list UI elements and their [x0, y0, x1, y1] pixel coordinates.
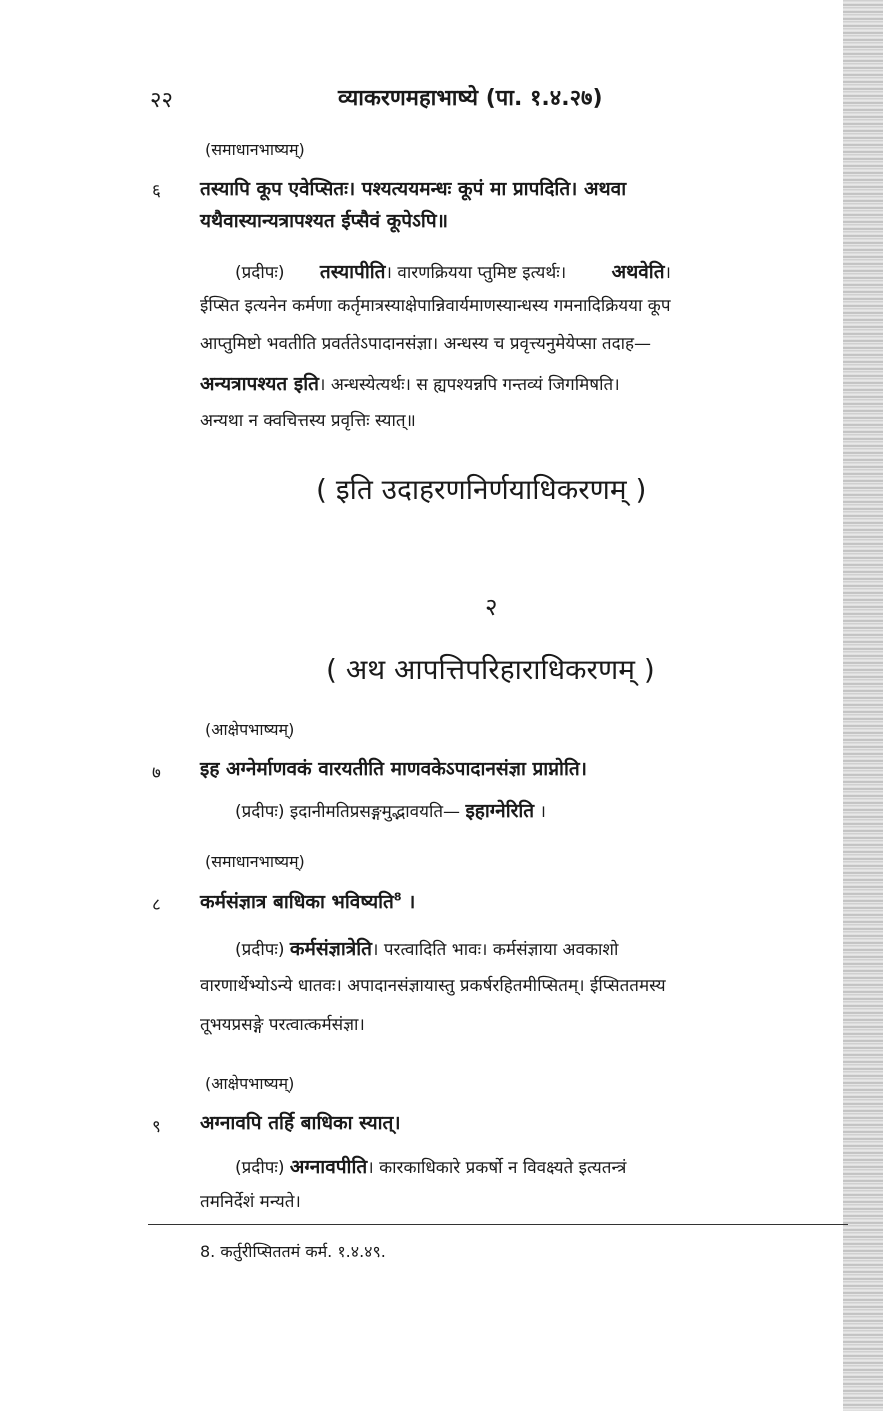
adhikarana-title: ( अथ आपत्तिपरिहाराधिकरणम् ) — [326, 653, 655, 686]
pradipa-text: । — [664, 263, 671, 283]
bhashya-text: कर्मसंज्ञात्र बाधिका भविष्यति — [200, 891, 394, 913]
footnote-rule — [148, 1224, 848, 1225]
section-heading: (समाधानभाष्यम्) — [205, 140, 305, 159]
pradipa-line — [235, 797, 546, 823]
pradipa-text: । — [539, 802, 546, 822]
bhashya-line: यथैवास्यान्यत्रापश्यत ईप्सैवं कूपेऽपि॥ — [200, 210, 449, 232]
pradipa-line — [235, 1153, 626, 1179]
verse-number: ८ — [152, 895, 161, 915]
pradipa-label: (प्रदीपः) — [235, 1158, 285, 1178]
pradipa-label: (प्रदीपः) — [235, 263, 285, 283]
pradipa-line — [235, 258, 671, 284]
footnote-marker: 8 — [393, 890, 402, 904]
bhashya-text: । — [408, 891, 416, 913]
pradipa-line: तूभयप्रसङ्गे परत्वात्कर्मसंज्ञा। — [200, 1015, 365, 1035]
verse-number: ९ — [152, 1117, 161, 1137]
section-heading: (समाधानभाष्यम्) — [205, 852, 305, 871]
section-heading: (आक्षेपभाष्यम्) — [205, 720, 295, 739]
pradipa-line — [235, 935, 618, 961]
page-edge-shadow — [843, 0, 883, 1411]
pratika: कर्मसंज्ञात्रेति — [289, 938, 373, 960]
pradipa-label: (प्रदीपः) — [235, 940, 285, 960]
pratika: इहाग्नेरिति — [465, 800, 535, 822]
pratika: अथवेति — [611, 261, 665, 283]
page-number: २२ — [150, 88, 173, 113]
pradipa-line: तमनिर्देशं मन्यते। — [200, 1192, 301, 1212]
bhashya-line: तस्यापि कूप एवेप्सितः। पश्यत्ययमन्धः कूपं मा प्रापदिति। अथवा — [200, 178, 627, 200]
pradipa-line — [200, 370, 620, 396]
section-heading: (आक्षेपभाष्यम्) — [205, 1074, 295, 1093]
pradipa-label: (प्रदीपः) — [235, 802, 285, 822]
verse-number: ६ — [152, 181, 161, 201]
pradipa-text: । परत्वादिति भावः। कर्मसंज्ञाया अवकाशो — [372, 940, 619, 960]
footnote: 8. कर्तुरीप्सिततमं कर्म. १.४.४९. — [200, 1242, 386, 1261]
pratika: अन्यत्रापश्यत इति — [200, 373, 319, 395]
verse-number: ७ — [152, 763, 161, 783]
pradipa-line: वारणार्थेभ्योऽन्ये धातवः। अपादानसंज्ञायास्तु प्रकर्षरहितमीप्सितम्। ईप्सिततमस्य — [200, 976, 666, 996]
bhashya-line: अग्नावपि तर्हि बाधिका स्यात्। — [200, 1112, 401, 1134]
pradipa-line: ईप्सित इत्यनेन कर्मणा कर्तृमात्रस्याक्षेपान्निवार्यमाणस्यान्धस्य गमनादिक्रियया कूप — [200, 296, 671, 316]
pratika: तस्यापीति — [319, 261, 386, 283]
pratika: अग्नावपीति — [289, 1156, 368, 1178]
pradipa-text: इदानीमतिप्रसङ्गमुद्भावयति— — [289, 802, 461, 822]
pradipa-text: । अन्धस्येत्यर्थः। स ह्यपश्यन्नपि गन्तव्यं जिगमिषति। — [318, 375, 620, 395]
pradipa-text: । वारणक्रियया प्तुमिष्ट इत्यर्थः। — [385, 263, 567, 283]
bhashya-line — [200, 888, 415, 914]
section-number: २ — [485, 593, 498, 621]
adhikarana-title: ( इति उदाहरणनिर्णयाधिकरणम् ) — [316, 473, 647, 506]
pradipa-line: अन्यथा न क्वचित्तस्य प्रवृत्तिः स्यात्॥ — [200, 411, 416, 431]
pradipa-text: । कारकाधिकारे प्रकर्षो न विवक्ष्यते इत्यतन्त्रं — [367, 1158, 627, 1178]
bhashya-line: इह अग्नेर्माणवकं वारयतीति माणवकेऽपादानसंज्ञा प्राप्नोति। — [200, 758, 587, 780]
running-title: व्याकरणमहाभाष्ये (पा. १.४.२७) — [338, 86, 603, 111]
pradipa-line: आप्तुमिष्टो भवतीति प्रवर्ततेऽपादानसंज्ञा। अन्धस्य च प्रवृत्त्यनुमेयेप्सा तदाह— — [200, 334, 652, 354]
